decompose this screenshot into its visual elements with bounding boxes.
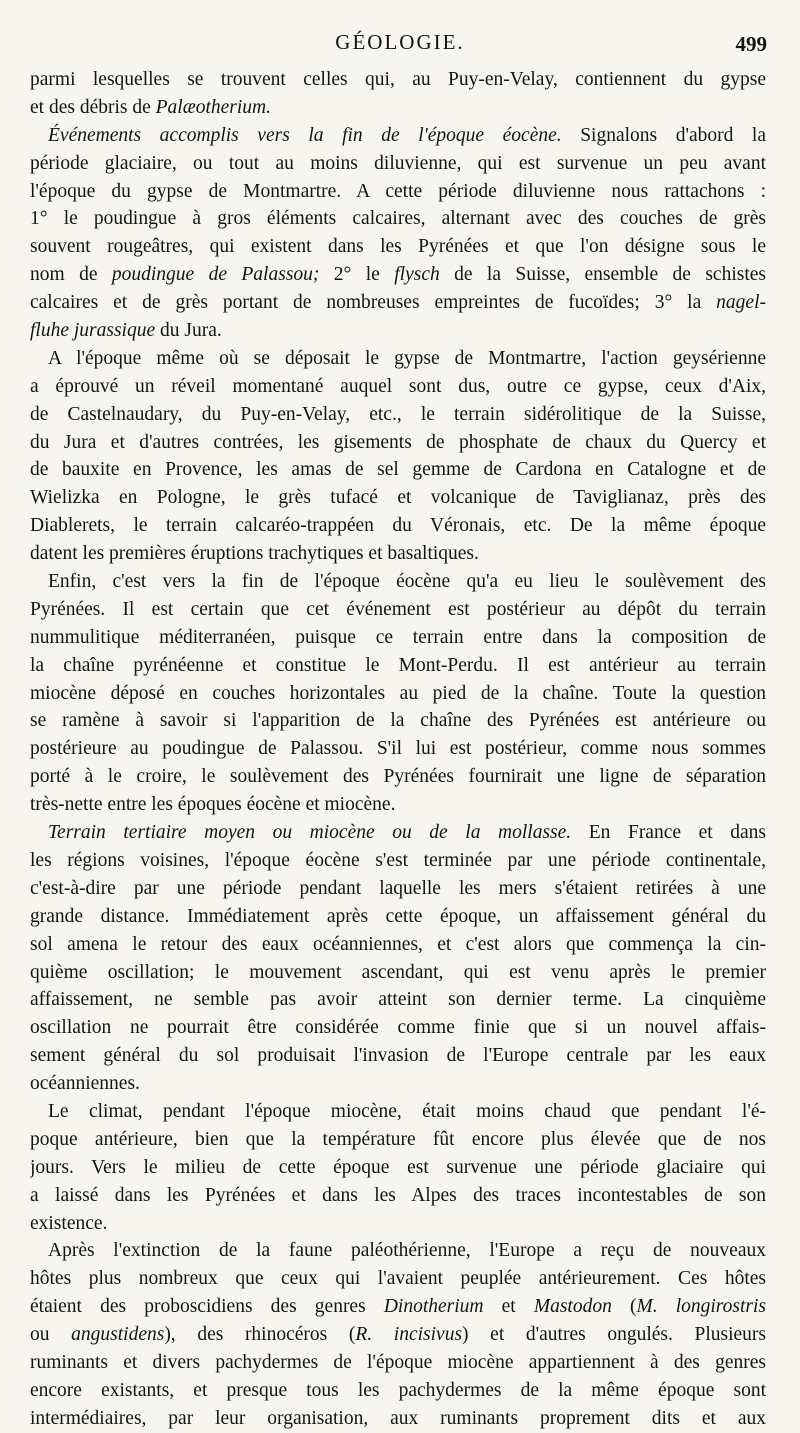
text-run: A l'époque même où se déposait le gypse de Montmartre, l'action geysérienne [48,347,766,369]
text-run: et [483,1296,534,1318]
text-line [30,1265,766,1293]
text-line [30,1098,766,1126]
text-line [30,401,766,429]
text-run: du Jura. [155,320,222,342]
text-run: jours. Vers le milieu de cette époque est survenue une période glaciaire qui [30,1156,766,1178]
text-run: sement général du sol produisait l'invasion de l'Europe centrale par les eaux [30,1045,766,1067]
text-run: 2° le [319,264,395,286]
text-line [30,122,766,150]
text-run: souvent rougeâtres, qui existent dans les Pyrénées et que l'on désigne sous le [30,236,766,258]
italic-text: Dinotherium [383,1296,484,1318]
text-line [30,233,766,261]
text-run: de la Suisse, ensemble de schistes [439,264,766,286]
text-run: Diablerets, le terrain calcaréo-trappéen du Véronais, etc. De la même époque [30,515,766,537]
text-line [30,1405,766,1433]
text-run: nummulitique méditerranéen, puisque ce terrain entre dans la composition de [30,626,766,648]
text-run: quième oscillation; le mouvement ascendant, qui est venu après le premier [30,961,766,983]
text-run: encore existants, et presque tous les pachydermes de la même époque sont [30,1379,766,1401]
text-line [30,1042,766,1070]
italic-text: Terrain tertiaire moyen ou miocène ou de la mollasse. [48,822,572,844]
text-line [30,261,766,289]
text-run: océanniennes. [30,1073,140,1095]
text-run: l'époque du gypse de Montmartre. A cette période diluvienne nous rattachons : [30,180,766,202]
italic-text: Mastodon [533,1296,612,1318]
text-run: porté à le croire, le soulèvement des Pyrénées fournirait une ligne de séparation [30,766,766,788]
text-run: très-nette entre les époques éocène et miocène. [30,794,396,816]
text-run: miocène déposé en couches horizontales au pied de la chaîne. Toute la question [30,682,766,704]
italic-text: angustidens [71,1324,165,1346]
text-run: Le climat, pendant l'époque miocène, était moins chaud que pendant l'é- [48,1100,766,1122]
text-run: intermédiaires, par leur organisation, aux ruminants proprement dits et aux [30,1407,766,1429]
text-run: de bauxite en Provence, les amas de sel gemme de Cardona en Catalogne et de [30,459,766,481]
text-line [30,484,766,512]
text-line [30,540,766,568]
text-run: a laissé dans les Pyrénées et dans les Alpes des traces incontestables de son [30,1184,766,1206]
text-run: ruminants et divers pachydermes de l'époque miocène appartiennent à des genres [30,1351,766,1373]
text-line [30,178,766,206]
text-run: oscillation ne pourrait être considérée comme finie que si un nouvel affais- [30,1017,766,1039]
text-line [30,624,766,652]
text-run: postérieure au poudingue de Palassou. S'il lui est postérieur, comme nous sommes [30,738,766,760]
text-run: a éprouvé un réveil momentané auquel sont dus, outre ce gypse, ceux d'Aix, [30,375,766,397]
text-line [30,94,766,122]
text-run: poque antérieure, bien que la température fût encore plus élevée que de nos [30,1128,766,1150]
text-line [30,791,766,819]
text-line [30,596,766,624]
text-line [30,986,766,1014]
text-run: calcaires et de grès portant de nombreuses empreintes de fucoïdes; 3° la [30,292,717,314]
text-run: Enfin, c'est vers la fin de l'époque éocène qu'a eu lieu le soulèvement des [48,571,766,593]
text-run: grande distance. Immédiatement après cette époque, un affaissement général du [30,905,766,927]
text-line [30,931,766,959]
text-line [30,763,766,791]
italic-text: M. longirostris [636,1296,766,1318]
text-run: sol amena le retour des eaux océanniennes, et c'est alors que commença la cin- [30,933,766,955]
text-line [30,1349,766,1377]
text-run: ou [30,1324,72,1346]
text-run: les régions voisines, l'époque éocène s'est terminée par une période continentale, [30,849,766,871]
text-run: Après l'extinction de la faune paléothérienne, l'Europe a reçu de nouveaux [48,1240,766,1262]
italic-text: Palæotherium. [155,96,272,118]
text-line [30,1321,766,1349]
text-line [30,373,766,401]
text-run: de Castelnaudary, du Puy-en-Velay, etc., le terrain sidérolitique de la Suisse, [30,403,766,425]
text-line [30,680,766,708]
text-run: la chaîne pyrénéenne et constitue le Mont-Perdu. Il est antérieur au terrain [30,654,766,676]
text-run: et des débris de [30,96,156,118]
text-line [30,345,766,373]
text-run: parmi lesquelles se trouvent celles qui, au Puy-en-Velay, contiennent du gypse [30,69,766,90]
text-line [30,66,766,94]
text-line [30,903,766,931]
text-run: 1° le poudingue à gros éléments calcaires, alternant avec des couches de grès [30,208,766,230]
text-line [30,819,766,847]
running-title: GÉOLOGIE. [335,30,465,54]
text-line [30,1293,766,1321]
text-line [30,875,766,903]
text-run: c'est-à-dire par une période pendant laquelle les mers s'étaient retirées à une [30,877,766,899]
page-number: 499 [735,32,767,56]
text-run: datent les premières éruptions trachytiques et basaltiques. [30,543,479,565]
text-run: ( [611,1296,637,1318]
italic-text: nagel- [716,292,766,314]
text-run: du Jura et d'autres contrées, les gisements de phosphate de chaux du Quercy et [30,431,766,453]
text-line [30,652,766,680]
text-run: hôtes plus nombreux que ceux qui l'avaient peuplée antérieurement. Ces hôtes [30,1268,766,1290]
text-line [30,205,766,233]
italic-text: fluhe jurassique [30,320,156,342]
text-line [30,1237,766,1265]
text-line [30,847,766,875]
text-line [30,1126,766,1154]
text-run: nom de [30,264,112,286]
text-line [30,317,766,345]
text-line [30,568,766,596]
italic-text: flysch [394,264,440,286]
text-line [30,1154,766,1182]
text-line [30,735,766,763]
text-run: existence. [30,1212,108,1234]
text-run: affaissement, ne semble pas avoir atteint son dernier terme. La cinquième [30,989,766,1011]
text-run: Pyrénées. Il est certain que cet événement est postérieur au dépôt du terrain [30,598,766,620]
text-line [30,289,766,317]
italic-text: poudingue de Palassou; [111,264,320,286]
text-line [30,707,766,735]
text-run: période glaciaire, ou tout au moins diluvienne, qui est survenue un peu avant [30,152,766,174]
text-line [30,1182,766,1210]
text-line [30,429,766,457]
text-line [30,456,766,484]
italic-text: Événements accomplis vers la fin de l'époque éocène. [48,124,562,146]
text-run: ) et d'autres ongulés. Plusieurs [462,1324,766,1346]
italic-text: R. incisivus [355,1324,463,1346]
text-line [30,959,766,987]
body-text [30,66,766,1433]
page-header [30,30,770,64]
text-run: se ramène à savoir si l'apparition de la chaîne des Pyrénées est antérieure ou [30,710,766,732]
text-run: Signalons d'abord la [561,124,766,146]
text-line [30,1070,766,1098]
text-run: En France et dans [571,822,766,844]
text-line [30,150,766,178]
text-line [30,512,766,540]
text-run: ), des rhinocéros ( [164,1324,356,1346]
text-run: étaient des proboscidiens des genres [30,1296,384,1318]
text-run: Wielizka en Pologne, le grès tufacé et volcanique de Taviglianaz, près des [30,487,766,509]
text-line [30,1014,766,1042]
text-line [30,1377,766,1405]
text-line [30,1210,766,1238]
